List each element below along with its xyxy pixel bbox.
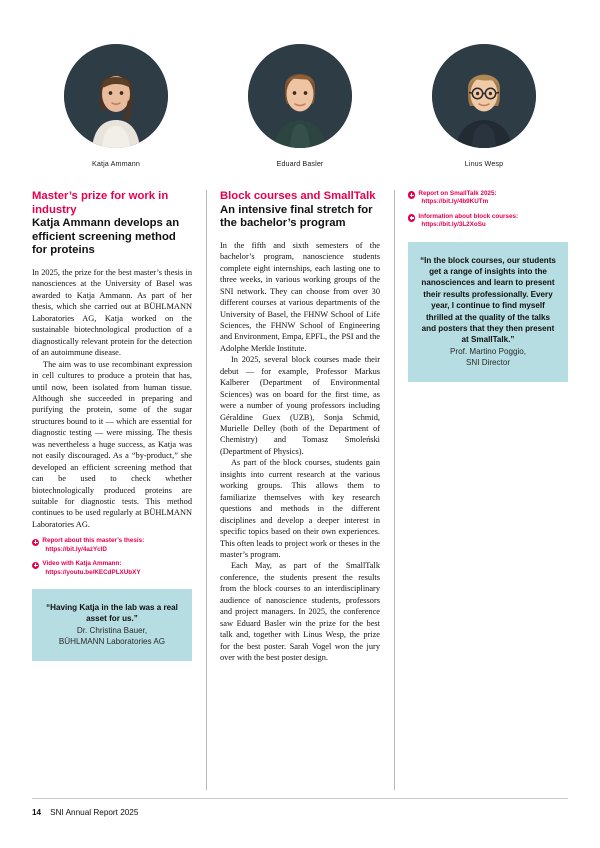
quote-text: “Having Katja in the lab was a real asset for us.”: [46, 603, 178, 624]
link-url[interactable]: https://bit.ly/3L2XoSu: [421, 221, 486, 229]
column-two-kicker: Block courses and SmallTalk: [220, 190, 376, 202]
quote-box-martino-poggio: [408, 242, 568, 382]
link-item-master-thesis-report[interactable]: [32, 537, 192, 554]
portrait-cell-katja: [30, 44, 202, 168]
paragraph: Each May, as part of the SmallTalk conference, the students present the results from the block courses to an interdisciplinary audience of nanoscience students, professors and project managers. In 2025, the conference saw Eduard Basler win the prize for the best talk and, together with Linus Wesp, the prize for the best poster. Sarah Vogel won the jury over with the best poster design.: [220, 561, 380, 663]
column-two: [220, 190, 380, 790]
portrait-name: Katja Ammann: [92, 159, 140, 168]
plus-circle-icon: [408, 191, 415, 198]
article-columns: [32, 190, 568, 790]
link-label-wrap: [42, 560, 140, 577]
quote-affiliation: SNI Director: [465, 358, 511, 368]
link-label-wrap: [418, 213, 518, 230]
link-label: Video with Katja Ammann:: [42, 560, 122, 568]
plus-circle-icon: [408, 214, 415, 221]
portrait-cell-linus: [398, 44, 570, 168]
link-label-wrap: [42, 537, 144, 554]
page-number: 14: [32, 808, 42, 817]
portrait-row: [30, 44, 570, 168]
quote-affiliation: BÜHLMANN Laboratories AG: [58, 637, 166, 647]
plus-circle-icon: [32, 539, 39, 546]
paragraph: The aim was to use recombinant expression in cell cultures to produce a protein that has, until now, been isolated from human tissue. Although she succeeded in preparing and purifying the protein, some of the sugar structures bound to it — which are essential for diagnostic testing — were missing. The thesis was nevertheless a huge success, as Katja was not easily discouraged. As a “by-product,” she developed an efficient screening method that can be used to check whether biotechnologically produced proteins are suitable for diagnostic tests. This method continues to be used regularly at BÜHLMANN Laboratories AG.: [32, 359, 192, 529]
quote-author: Prof. Martino Poggio,: [449, 346, 527, 356]
column-three: [408, 190, 568, 790]
portrait-avatar-linus: [432, 44, 536, 148]
quote-box-christina-bauer: [32, 589, 192, 661]
quote-author: Dr. Christina Bauer,: [76, 625, 148, 635]
footer-title: SNI Annual Report 2025: [50, 808, 139, 817]
portrait-name: Linus Wesp: [464, 159, 504, 168]
column-two-body: [220, 240, 380, 664]
quote-text: “In the block courses, our students get a range of insights into the nanosciences and learn to present their results professionally. Every year, I continue to find myself thrilled at the quality of the talks and posters that they then present at SmallTalk.”: [420, 255, 556, 345]
link-label-wrap: [418, 190, 496, 207]
portrait-cell-eduard: [214, 44, 386, 168]
column-one-kicker: Master’s prize for work in industry: [32, 190, 169, 216]
column-divider-one: [192, 190, 220, 790]
page-footer: [32, 808, 568, 817]
link-item-block-courses-info[interactable]: [408, 213, 568, 230]
column-one-headline: Katja Ammann develops an efficient screening method for proteins: [32, 217, 180, 257]
paragraph: In 2025, the prize for the best master’s thesis in nanosciences at the University of Basel was awarded to Katja Ammann. As part of her thesis, which she carried out at BÜHLMANN Laboratories AG, Katja worked on the sustainable biotechnological production of a diagnostically relevant protein for the detection of an autoimmune disease.: [32, 267, 192, 358]
portrait-avatar-katja: [64, 44, 168, 148]
paragraph: As part of the block courses, students gain insights into current research at the various working groups. This allows them to familiarize themselves with key research questions and methods in the different disciplines and develop a deeper interest in specific topics based on their own experiences. This often leads to project work or theses in the master’s program.: [220, 458, 380, 560]
paragraph: In 2025, several block courses made their debut — for example, Professor Markus Kalberer (Department of Environmental Sciences) was on board for the first time, as were a number of young professors including Géraldine Guex (UZB), Sonja Schmid, Murielle Delley (both of the Department of Chemistry) and Tomasz Smoleński (Department of Physics).: [220, 355, 380, 456]
link-url[interactable]: https://bit.ly/4azYclD: [45, 545, 107, 553]
column-one: [32, 190, 192, 790]
link-label: Report about this master’s thesis:: [42, 537, 145, 545]
plus-circle-icon: [32, 562, 39, 569]
link-item-video-katja[interactable]: [32, 560, 192, 577]
column-three-links: [408, 190, 568, 230]
link-label: Report on SmallTalk 2025:: [418, 190, 497, 197]
footer-divider: [32, 798, 568, 799]
column-divider-two: [380, 190, 408, 790]
link-item-smalltalk-report[interactable]: [408, 190, 568, 207]
column-one-links: [32, 537, 192, 577]
column-two-headline: An intensive final stretch for the bachelor’s program: [220, 203, 373, 230]
link-label: Information about block courses:: [418, 212, 519, 220]
paragraph: In the fifth and sixth semesters of the bachelor’s program, nanoscience students complete eight internships, each lasting one to three weeks, in various working groups of the SNI network. They can choose from over 30 different courses at various departments of the University of Basel, the FHNW School of Life Sciences, the FHNW School of Engineering and Environment, Empa, EPFL, the PSI and the Adolphe Merkle Institute.: [220, 240, 380, 353]
link-url[interactable]: https://youtu.be/KECdPLXUbXY: [45, 568, 141, 576]
column-one-body: [32, 267, 192, 530]
portrait-avatar-eduard: [248, 44, 352, 148]
link-url[interactable]: https://bit.ly/4b9KUTm: [421, 198, 489, 206]
portrait-name: Eduard Basler: [276, 159, 324, 168]
